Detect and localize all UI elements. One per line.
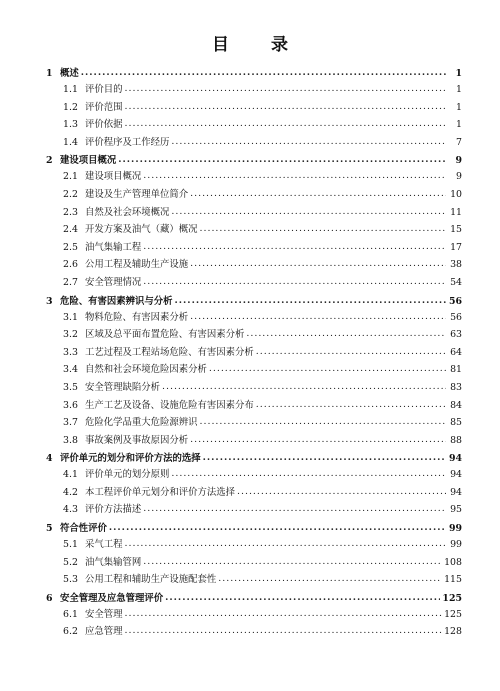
toc-section-entry[interactable] — [46, 81, 462, 99]
toc-entry-number: 2.3 — [63, 206, 78, 218]
toc-page-number: 15 — [450, 224, 462, 236]
toc-dot-leader — [190, 255, 446, 273]
toc-section-entry[interactable] — [46, 432, 462, 450]
toc-dot-leader — [171, 133, 446, 151]
toc-entry-number: 4.2 — [63, 486, 78, 498]
toc-entry-number: 5.3 — [63, 574, 78, 586]
toc-entry-title: 工艺过程及工程站场危险、有害因素分析 — [85, 346, 254, 358]
toc-page-number: 99 — [450, 539, 462, 551]
toc-dot-leader — [200, 413, 446, 431]
toc-page-number: 54 — [450, 276, 462, 288]
toc-dot-leader — [125, 80, 446, 98]
toc-chapter-entry[interactable] — [46, 521, 462, 536]
toc-entry-number: 2.6 — [63, 259, 78, 271]
toc-entry-number: 2.2 — [63, 188, 78, 200]
toc-entry-title: 安全管理缺陷分析 — [85, 381, 161, 393]
toc-dot-leader — [143, 500, 446, 518]
toc-entry-title: 油气集输工程 — [85, 241, 142, 253]
toc-entry-title: 油气集输管网 — [85, 556, 142, 568]
toc-section-entry[interactable] — [46, 134, 462, 152]
toc-section-entry[interactable] — [46, 623, 462, 641]
toc-dot-leader — [171, 465, 446, 483]
toc-entry-number: 2.7 — [63, 276, 78, 288]
toc-chapter-entry[interactable] — [46, 451, 462, 466]
toc-dot-leader — [175, 293, 446, 308]
toc-page-number: 7 — [456, 136, 462, 148]
toc-page-number: 1 — [456, 101, 462, 113]
toc-entry-number: 6 — [46, 592, 53, 604]
toc-dot-leader — [190, 308, 446, 326]
toc-dot-leader — [125, 535, 446, 553]
toc-page-number: 125 — [444, 608, 462, 620]
toc-dot-leader — [143, 238, 446, 256]
toc-section-entry[interactable] — [46, 361, 462, 379]
toc-chapter-entry[interactable] — [46, 153, 462, 168]
toc-entry-number: 1.3 — [63, 119, 78, 131]
toc-entry-title: 生产工艺及设备、设施危险有害因素分布 — [85, 399, 254, 411]
toc-entry-number: 2.5 — [63, 241, 78, 253]
toc-page-number: 83 — [450, 381, 462, 393]
toc-page-number: 17 — [450, 241, 462, 253]
toc-dot-leader — [200, 220, 446, 238]
toc-page-number: 84 — [450, 399, 462, 411]
toc-entry-number: 4 — [46, 453, 53, 465]
toc-page-number: 56 — [448, 295, 462, 307]
toc-section-entry[interactable] — [46, 606, 462, 624]
toc-entry-number: 6.1 — [63, 608, 78, 620]
toc-entry-number: 3.5 — [63, 381, 78, 393]
toc-section-entry[interactable] — [46, 309, 462, 327]
toc-dot-leader — [171, 203, 446, 221]
toc-section-entry[interactable] — [46, 204, 462, 222]
toc-entry-title: 公用工程和辅助生产设施配套性 — [85, 574, 217, 586]
toc-page-number: 38 — [450, 259, 462, 271]
toc-page-number: 11 — [450, 206, 462, 218]
toc-page-number: 94 — [450, 469, 462, 481]
toc-page-number: 1 — [455, 68, 462, 79]
toc-entry-title: 评价依据 — [85, 119, 123, 131]
toc-entry-number: 2.4 — [63, 224, 78, 236]
table-of-contents — [46, 66, 462, 641]
toc-page-number: 94 — [448, 453, 462, 465]
toc-page-number: 9 — [456, 171, 462, 183]
toc-dot-leader — [190, 431, 446, 449]
toc-dot-leader — [125, 622, 443, 640]
toc-section-entry[interactable] — [46, 116, 462, 134]
toc-entry-title: 本工程评价单元划分和评价方法选择 — [85, 486, 236, 498]
toc-section-entry[interactable] — [46, 186, 462, 204]
toc-entry-title: 公用工程及辅助生产设施 — [85, 259, 189, 271]
toc-entry-title: 评价程序及工作经历 — [85, 136, 170, 148]
toc-entry-number: 3.7 — [63, 417, 78, 429]
toc-entry-number: 1.4 — [63, 136, 78, 148]
toc-dot-leader — [246, 325, 446, 343]
toc-dot-leader — [125, 115, 446, 133]
toc-entry-number: 3.4 — [63, 364, 78, 376]
toc-entry-number: 3.8 — [63, 434, 78, 446]
toc-dot-leader — [203, 450, 446, 465]
toc-entry-number: 2.1 — [63, 171, 78, 183]
toc-section-entry[interactable] — [46, 466, 462, 484]
toc-dot-leader — [109, 520, 446, 535]
toc-section-entry[interactable] — [46, 571, 462, 589]
toc-entry-number: 3.1 — [63, 311, 78, 323]
toc-entry-title: 危险化学品重大危险源辨识 — [85, 417, 198, 429]
toc-dot-leader — [143, 273, 446, 291]
toc-entry-title: 开发方案及油气（藏）概况 — [85, 224, 198, 236]
toc-section-entry[interactable] — [46, 379, 462, 397]
toc-entry-number: 2 — [46, 155, 53, 167]
toc-dot-leader — [81, 65, 446, 80]
toc-dot-leader — [256, 343, 446, 361]
toc-dot-leader — [125, 98, 446, 116]
toc-entry-title: 评价单元的划分原则 — [85, 469, 170, 481]
toc-entry-title: 概述 — [60, 68, 79, 79]
toc-entry-title: 自然和社会环境危险因素分析 — [85, 364, 207, 376]
toc-dot-leader — [256, 396, 446, 414]
toc-entry-title: 安全管理及应急管理评价 — [60, 592, 164, 604]
toc-dot-leader — [143, 553, 442, 571]
toc-section-entry[interactable] — [46, 536, 462, 554]
toc-page-number: 94 — [450, 486, 462, 498]
toc-section-entry[interactable] — [46, 414, 462, 432]
toc-section-entry[interactable] — [46, 344, 462, 362]
toc-entry-number: 3.3 — [63, 346, 78, 358]
toc-entry-title: 安全管理 — [85, 608, 123, 620]
toc-entry-title: 区域及总平面布置危险、有害因素分析 — [85, 329, 245, 341]
toc-section-entry[interactable] — [46, 501, 462, 519]
toc-section-entry[interactable] — [46, 554, 462, 572]
toc-page-number: 108 — [444, 556, 462, 568]
toc-entry-number: 1.1 — [63, 84, 78, 95]
toc-page-number: 1 — [456, 119, 462, 131]
toc-section-entry[interactable] — [46, 221, 462, 239]
toc-page-number: 10 — [450, 188, 462, 200]
toc-page-number: 81 — [450, 364, 462, 376]
toc-entry-title: 建设项目概况 — [60, 155, 117, 167]
toc-dot-leader — [190, 185, 446, 203]
toc-section-entry[interactable] — [46, 239, 462, 257]
toc-section-entry[interactable] — [46, 326, 462, 344]
toc-entry-title: 危险、有害因素辨识与分析 — [60, 295, 173, 307]
toc-entry-title: 应急管理 — [85, 626, 123, 638]
toc-dot-leader — [165, 590, 440, 605]
toc-chapter-entry[interactable] — [46, 294, 462, 309]
toc-chapter-entry[interactable] — [46, 591, 462, 606]
toc-entry-number: 6.2 — [63, 626, 78, 638]
toc-dot-leader — [209, 360, 446, 378]
toc-page-number: 85 — [450, 417, 462, 429]
toc-entry-title: 评价目的 — [85, 84, 123, 95]
toc-chapter-entry[interactable] — [46, 66, 462, 81]
toc-entry-title: 评价范围 — [85, 101, 123, 113]
toc-section-entry[interactable] — [46, 256, 462, 274]
toc-entry-title: 自然及社会环境概况 — [85, 206, 170, 218]
toc-entry-title: 评价单元的划分和评价方法的选择 — [60, 453, 201, 465]
toc-page-number: 128 — [444, 626, 462, 638]
toc-page-number: 63 — [450, 329, 462, 341]
toc-entry-number: 5 — [46, 523, 53, 535]
toc-section-entry[interactable] — [46, 484, 462, 502]
toc-entry-title: 物料危险、有害因素分析 — [85, 311, 189, 323]
toc-section-entry[interactable] — [46, 99, 462, 117]
toc-page-number: 88 — [450, 434, 462, 446]
toc-section-entry[interactable] — [46, 397, 462, 415]
toc-page-number: 125 — [442, 592, 462, 604]
toc-entry-number: 1.2 — [63, 101, 78, 113]
toc-entry-number: 4.1 — [63, 469, 78, 481]
page-title: 目 录 — [212, 35, 306, 55]
toc-dot-leader — [125, 605, 443, 623]
toc-dot-leader — [143, 167, 446, 185]
toc-entry-number: 5.1 — [63, 539, 78, 551]
toc-page-number: 56 — [450, 311, 462, 323]
toc-section-entry[interactable] — [46, 274, 462, 292]
toc-entry-title: 采气工程 — [85, 539, 123, 551]
toc-page-number: 115 — [444, 574, 462, 586]
toc-page-number: 95 — [450, 504, 462, 516]
toc-dot-leader — [218, 570, 442, 588]
toc-section-entry[interactable] — [46, 168, 462, 186]
toc-entry-title: 评价方法描述 — [85, 504, 142, 516]
toc-page-number: 9 — [455, 155, 462, 167]
toc-entry-number: 4.3 — [63, 504, 78, 516]
toc-entry-number: 3 — [46, 295, 53, 307]
toc-entry-title: 建设项目概况 — [85, 171, 142, 183]
toc-entry-number: 1 — [46, 68, 53, 79]
toc-page-number: 1 — [456, 84, 462, 95]
toc-dot-leader — [237, 483, 446, 501]
toc-entry-title: 事故案例及事故原因分析 — [85, 434, 189, 446]
toc-entry-number: 5.2 — [63, 556, 78, 568]
toc-dot-leader — [162, 378, 446, 396]
toc-entry-title: 安全管理情况 — [85, 276, 142, 288]
toc-dot-leader — [118, 152, 446, 167]
toc-entry-title: 建设及生产管理单位简介 — [85, 188, 189, 200]
toc-page-number: 99 — [448, 523, 462, 535]
toc-page-number: 64 — [450, 346, 462, 358]
toc-entry-title: 符合性评价 — [60, 523, 107, 535]
toc-entry-number: 3.6 — [63, 399, 78, 411]
toc-entry-number: 3.2 — [63, 329, 78, 341]
